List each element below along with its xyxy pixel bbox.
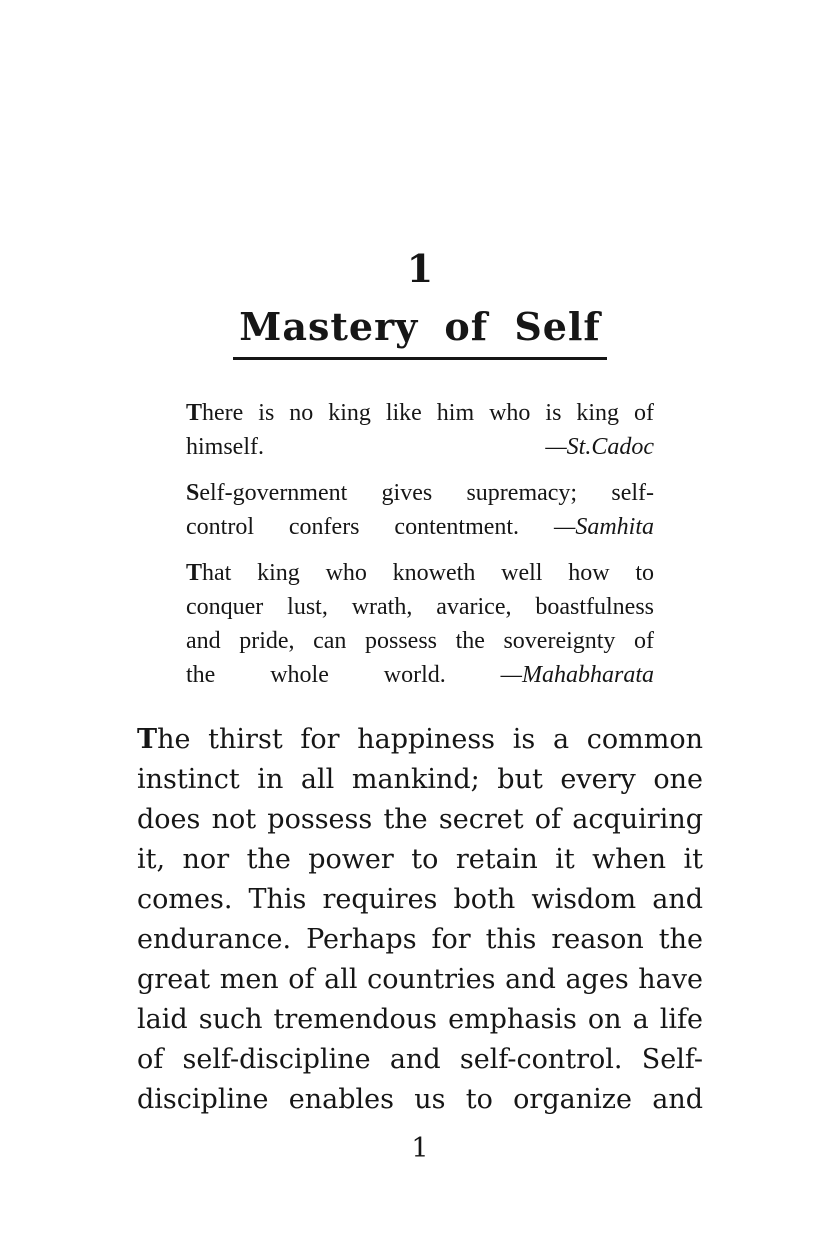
body-line: laid such tremendous emphasis on a life: [137, 1004, 703, 1035]
epigraph-block: [186, 396, 654, 692]
epigraph-text: himself.: [186, 434, 264, 460]
epigraph-mahabharata: [186, 556, 654, 692]
epigraph-attribution: —St.Cadoc: [545, 434, 654, 460]
body-line: great men of all countries and ages have: [137, 964, 703, 995]
epigraph-samhita: [186, 476, 654, 544]
epigraph-line: [186, 658, 654, 692]
epigraph-line: [186, 510, 654, 544]
epigraph-st-cadoc: [186, 396, 654, 464]
body-line: discipline enables us to organize and: [137, 1084, 703, 1115]
body-paragraph: [137, 720, 703, 1120]
epigraph-text: control confers contentment.: [186, 514, 520, 540]
chapter-title-wrap: [0, 304, 840, 360]
body-line: of self-discipline and self-control. Self-: [137, 1044, 703, 1075]
body-line: endurance. Perhaps for this reason the: [137, 924, 703, 955]
epigraph-line: That king who knoweth well how to: [186, 560, 654, 586]
epigraph-line: and pride, can possess the sovereignty of: [186, 628, 654, 654]
body-line: does not possess the secret of acquiring: [137, 804, 703, 835]
epigraph-line: conquer lust, wrath, avarice, boastfulness: [186, 594, 654, 620]
epigraph-attribution: —Mahabharata: [500, 662, 655, 688]
body-line: it, nor the power to retain it when it: [137, 844, 703, 875]
page-number: 1: [411, 1133, 429, 1164]
epigraph-line: Self-government gives supremacy; self-: [186, 480, 654, 506]
body-line: The thirst for happiness is a common: [137, 724, 703, 755]
chapter-number: 1: [406, 246, 434, 291]
epigraph-attribution: —Samhita: [553, 514, 654, 540]
chapter-title: Mastery of Self: [233, 304, 606, 360]
body-line: comes. This requires both wisdom and: [137, 884, 703, 915]
epigraph-text: the whole world.: [186, 662, 446, 688]
body-line: instinct in all mankind; but every one: [137, 764, 703, 795]
epigraph-line: There is no king like him who is king of: [186, 400, 654, 426]
epigraph-line: [186, 430, 654, 464]
